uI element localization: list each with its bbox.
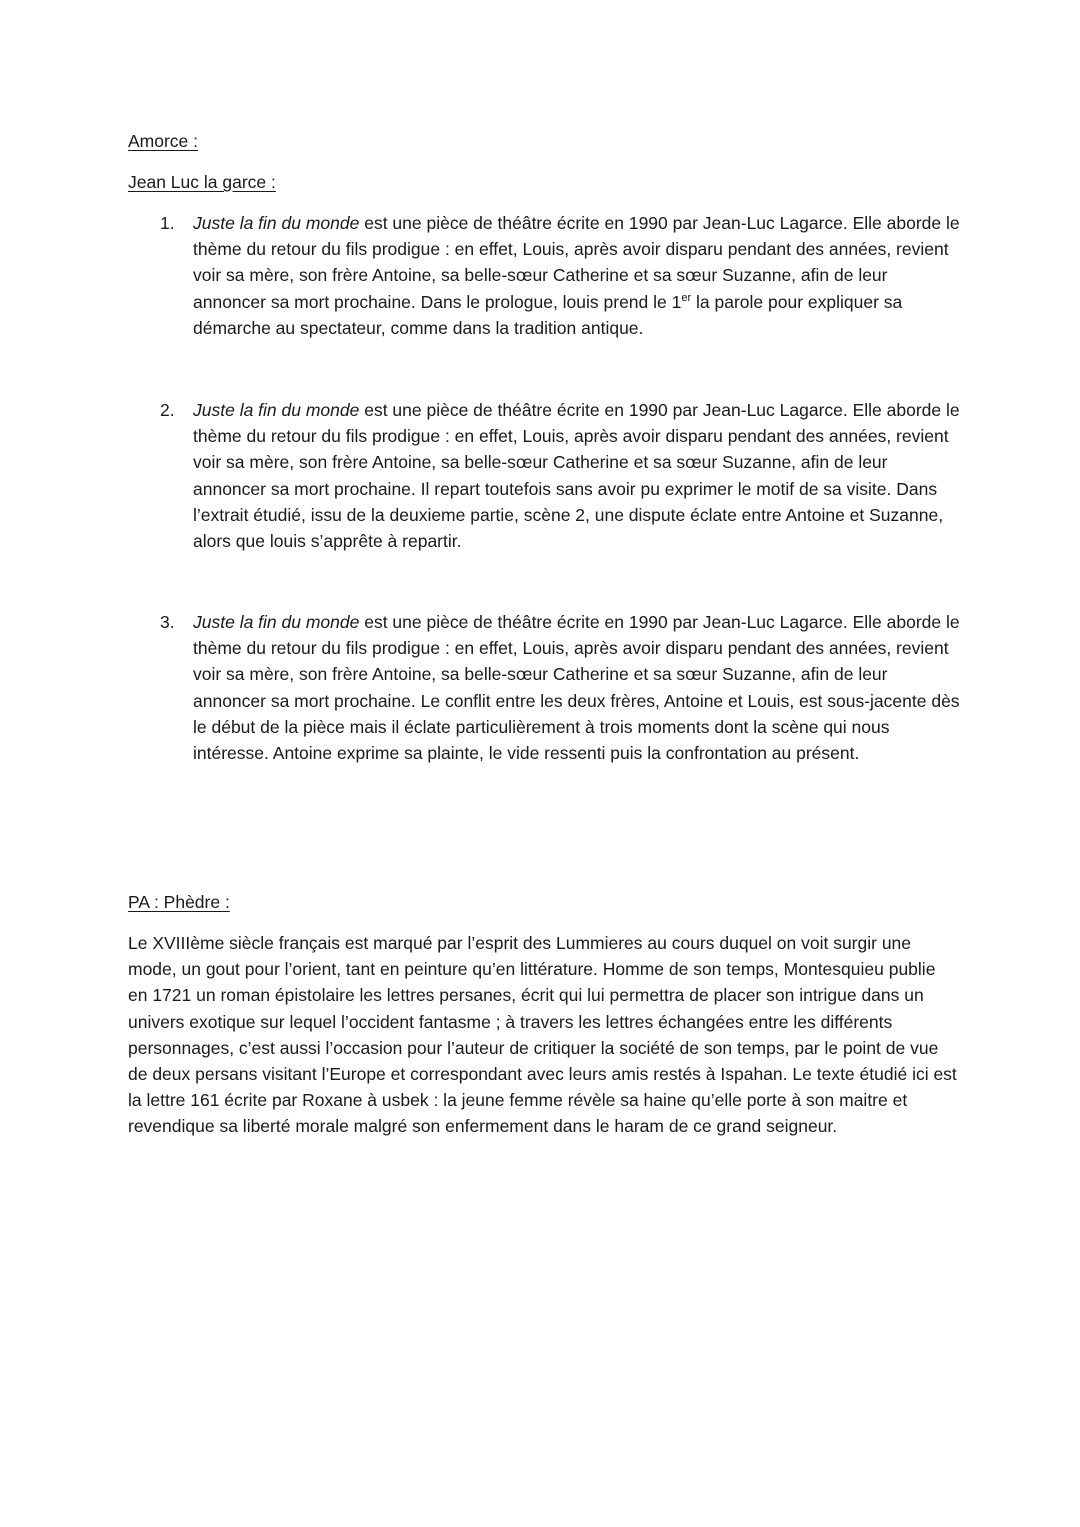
list-item-number: 3. <box>160 612 175 632</box>
item-text-part: est une pièce de théâtre écrite en 1990 par Jean-Luc Lagarce. Elle aborde le thème du retour du fils prodigue : en effet, Louis, après avoir disparu pendant des années, revient voir sa mère, son frère Antoine, sa belle-sœur Catherine et sa sœur Suzanne, afin de leur annoncer sa mort prochaine. Il repart toutefois sans avoir pu exprimer le motif de sa visite. Dans l’extrait étudié, issu de la deuxieme partie, scène 2, une dispute éclate entre Antoine et Suzanne, alors que louis s’apprête à repartir. <box>193 400 960 552</box>
pa-paragraph: Le XVIIIème siècle français est marqué par l’esprit des Lummieres au cours duquel on voit surgir une mode, un gout pour l’orient, tant en peinture qu’en littérature. Homme de son temps, Montesquieu publie en 1721 un roman épistolaire les lettres persanes, écrit qui lui permettra de placer son intrigue dans un univers exotique sur lequel l’occident fantasme ; à travers les lettres échangées entre les différents personnages, c’est aussi l’occasion pour l’auteur de critiquer la société de son temps, par le point de vue de deux persans visitant l’Europe et correspondant avec leurs amis restés à Ispahan. Le texte étudié ici est la lettre 161 écrite par Roxane à usbek : la jeune femme révèle sa haine qu’elle porte à son maitre et revendique sa liberté morale malgré son enfermement dans le haram de ce grand seigneur. <box>128 933 957 1137</box>
item-text-part: la parole pour expliquer sa démarche au spectateur, comme dans la tradition antique. <box>193 291 903 338</box>
list-item <box>160 210 960 341</box>
heading-pa-phedre: PA : Phèdre : <box>128 892 230 912</box>
list-item <box>160 609 960 766</box>
item-text-part: est une pièce de théâtre écrite en 1990 par Jean-Luc Lagarce. Elle aborde le thème du retour du fils prodigue : en effet, Louis, après avoir disparu pendant des années, revient voir sa mère, son frère Antoine, sa belle-sœur Catherine et sa sœur Suzanne, afin de leur annoncer sa mort prochaine. Dans le prologue, louis prend le 1 <box>193 213 960 312</box>
superscript: er <box>681 291 692 304</box>
heading-amorce: Amorce : <box>128 131 199 151</box>
list-item-text <box>193 210 963 341</box>
list-item-number: 1. <box>160 213 175 233</box>
work-title: Juste la fin du monde <box>193 213 360 233</box>
work-title: Juste la fin du monde <box>193 400 360 420</box>
heading-jean-luc: Jean Luc la garce : <box>128 172 276 192</box>
list-item-text <box>193 609 963 766</box>
work-title: Juste la fin du monde <box>193 612 360 632</box>
list-item-text <box>193 397 963 554</box>
list-item <box>160 397 960 554</box>
item-text-part: est une pièce de théâtre écrite en 1990 par Jean-Luc Lagarce. Elle aborde le thème du retour du fils prodigue : en effet, Louis, après avoir disparu pendant des années, revient voir sa mère, son frère Antoine, sa belle-sœur Catherine et sa sœur Suzanne, afin de leur annoncer sa mort prochaine. Le conflit entre les deux frères, Antoine et Louis, est sous-jacente dès le début de la pièce mais il éclate particulièrement à trois moments dont la scène qui nous intéresse. Antoine exprime sa plainte, le vide ressenti puis la confrontation au présent. <box>193 612 960 764</box>
list-item-number: 2. <box>160 400 175 420</box>
